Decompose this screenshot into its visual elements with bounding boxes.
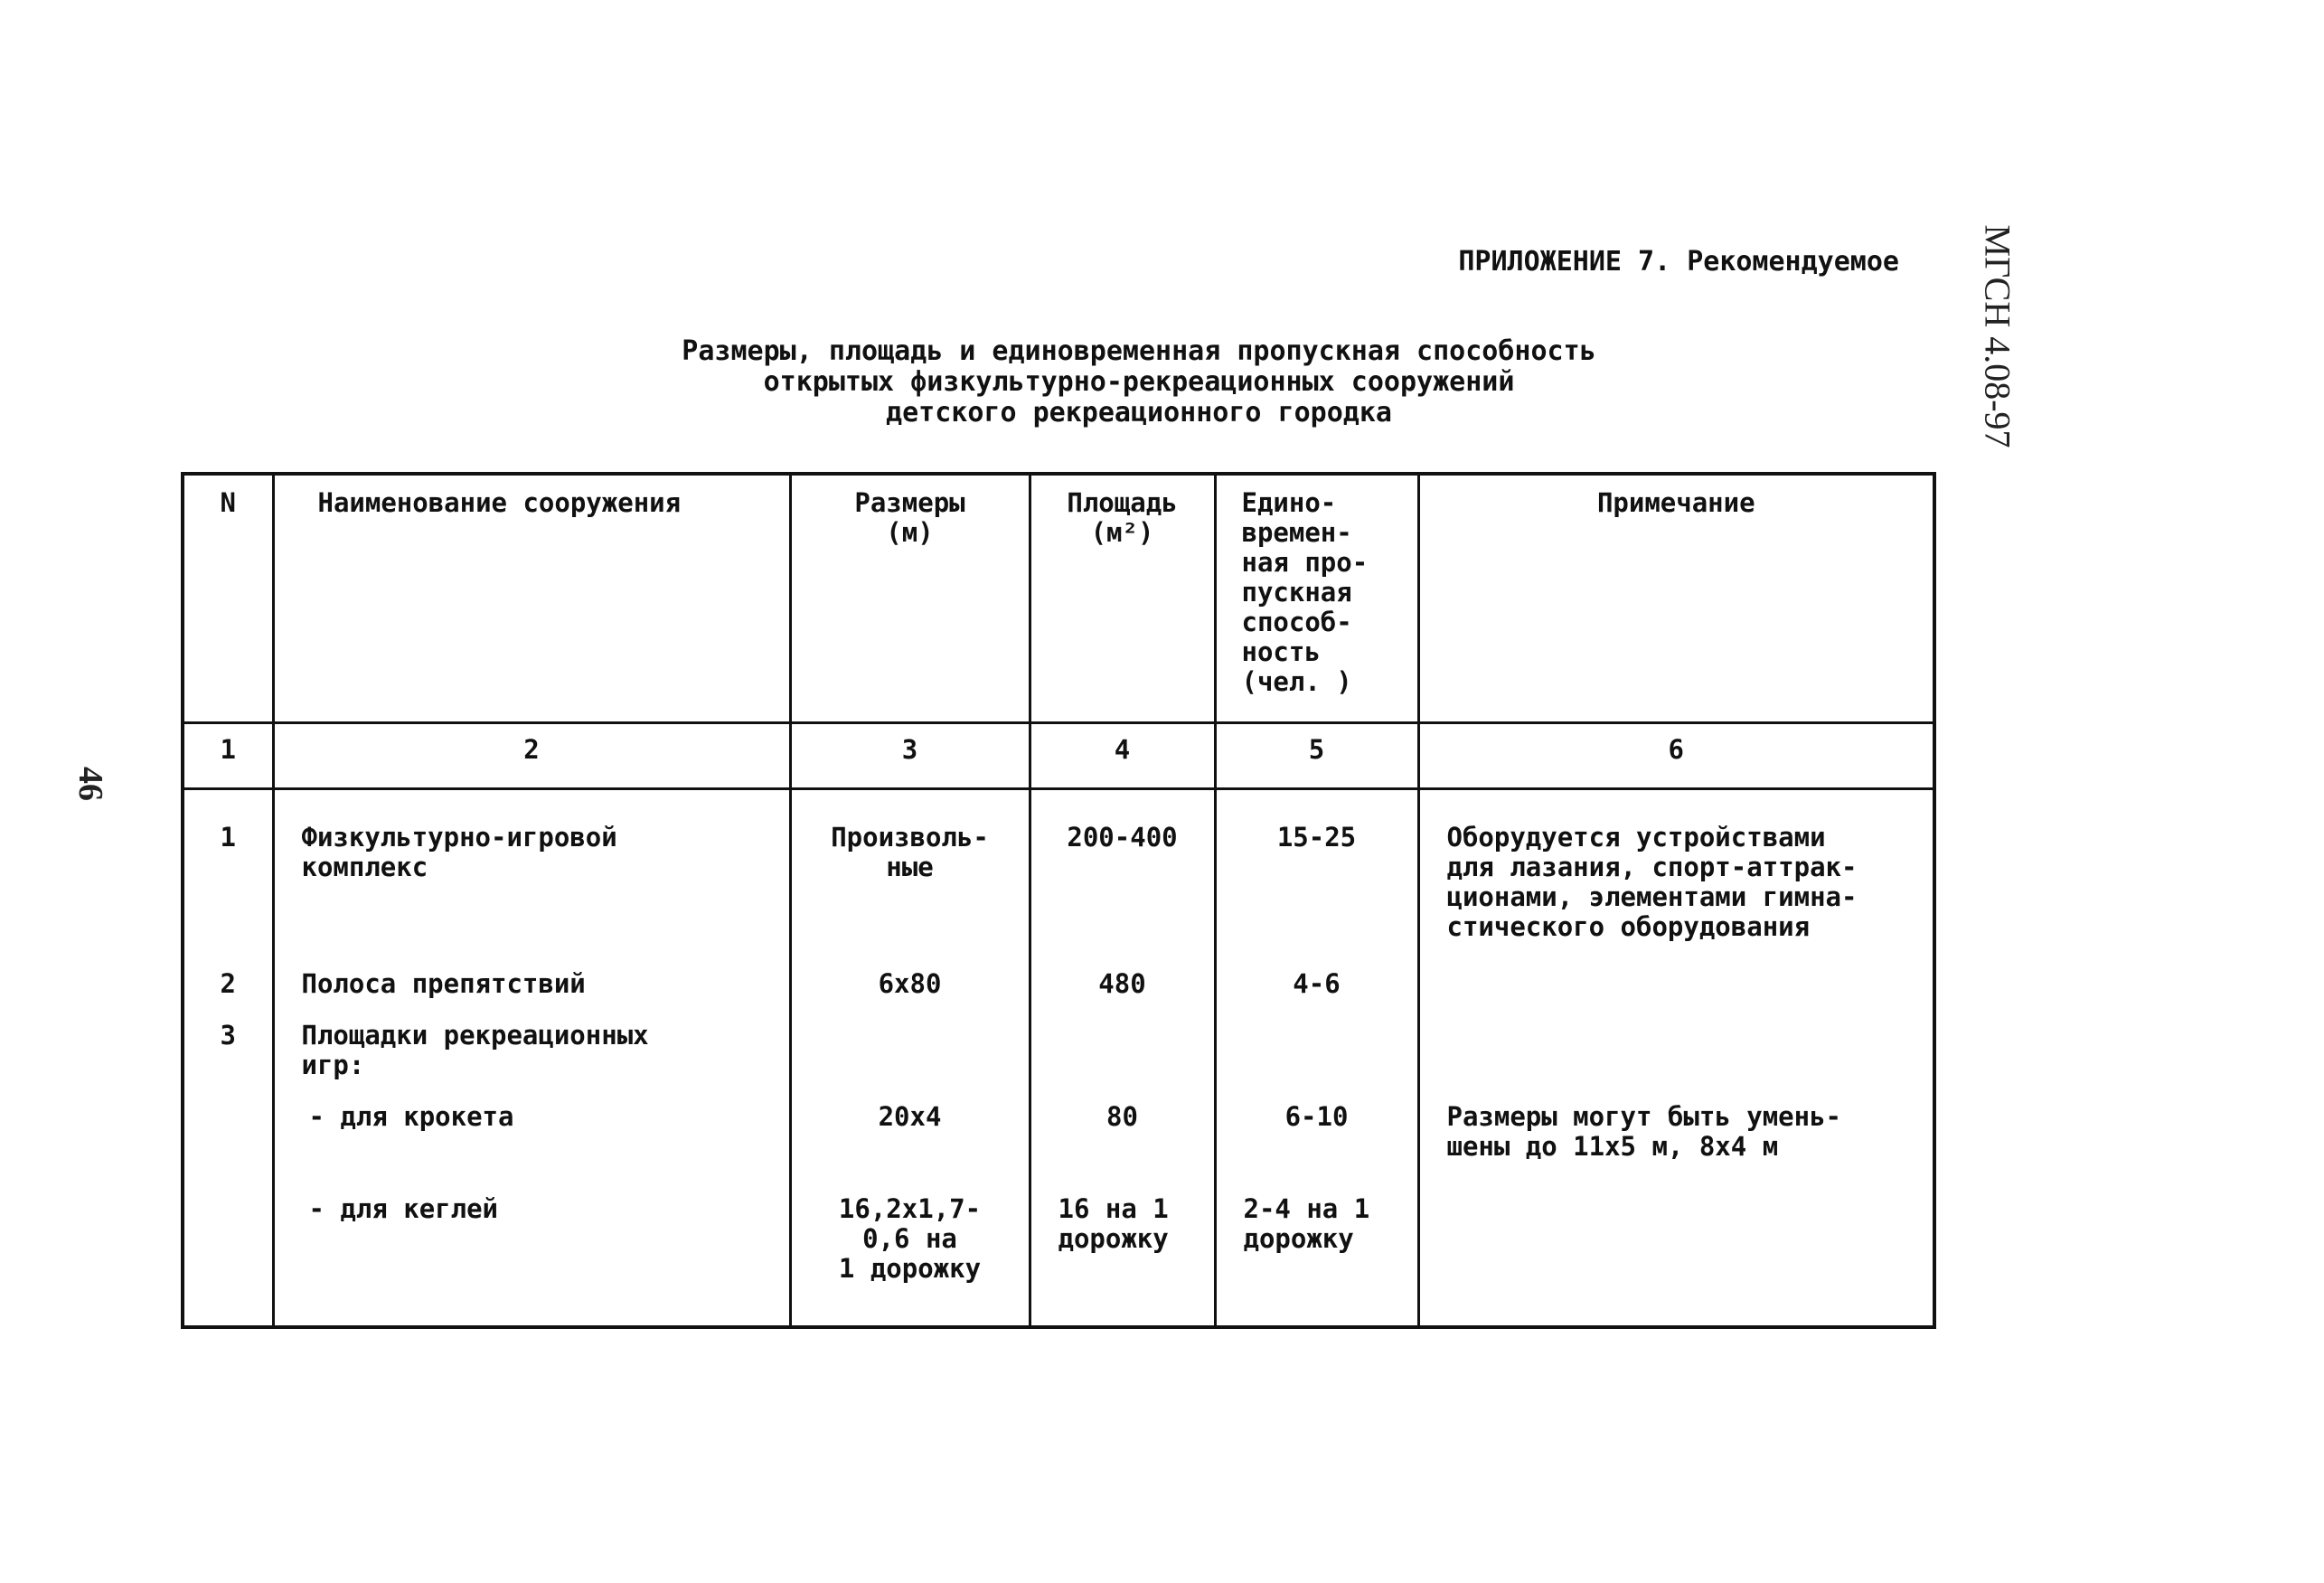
column-number: 5	[1215, 723, 1418, 789]
facility-area	[1030, 1021, 1215, 1102]
title-line: открытых физкультурно-рекреационных сооружений	[763, 366, 1515, 398]
header-capacity: Едино- времен- ная про- пускная способ- ность (чел. )	[1215, 474, 1418, 723]
appendix-heading: ПРИЛОЖЕНИЕ 7. Рекомендуемое	[1458, 246, 1899, 278]
table-row	[183, 1194, 1934, 1327]
header-number: N	[183, 474, 273, 723]
column-number: 6	[1418, 723, 1934, 789]
row-number	[183, 1194, 273, 1327]
row-number	[183, 1102, 273, 1194]
column-number: 1	[183, 723, 273, 789]
facility-area: 200-400	[1030, 823, 1215, 969]
facility-name: Физкультурно-игровой комплекс	[273, 823, 790, 969]
facility-capacity: 2-4 на 1 дорожку	[1215, 1194, 1418, 1327]
table-title	[452, 336, 1826, 429]
header-name: Наименование сооружения	[273, 474, 790, 723]
facility-capacity	[1215, 1021, 1418, 1102]
facility-note	[1418, 1194, 1934, 1327]
facility-capacity: 4-6	[1215, 969, 1418, 1021]
facility-name: Полоса препятствий	[273, 969, 790, 1021]
column-number: 2	[273, 723, 790, 789]
facility-name: Площадки рекреационных игр:	[273, 1021, 790, 1102]
column-number-row	[183, 723, 1934, 789]
document-code: МГСН 4.08-97	[1977, 224, 2018, 448]
facility-name: - для крокета	[273, 1102, 790, 1194]
row-number: 2	[183, 969, 273, 1021]
row-number: 3	[183, 1021, 273, 1102]
facility-note: Размеры могут быть умень- шены до 11х5 м, 8х4 м	[1418, 1102, 1934, 1194]
facility-name: - для кеглей	[273, 1194, 790, 1327]
facility-area: 80	[1030, 1102, 1215, 1194]
column-number: 3	[790, 723, 1030, 789]
spacer-row	[183, 789, 1934, 824]
facility-area: 16 на 1 дорожку	[1030, 1194, 1215, 1327]
facility-size: 6х80	[790, 969, 1030, 1021]
table-row	[183, 1102, 1934, 1194]
row-number: 1	[183, 823, 273, 969]
title-line: детского рекреационного городка	[886, 397, 1392, 429]
column-number: 4	[1030, 723, 1215, 789]
facility-capacity: 6-10	[1215, 1102, 1418, 1194]
facility-note: Оборудуется устройствами для лазания, спорт-аттрак- ционами, элементами гимна- стического оборудования	[1418, 823, 1934, 969]
facility-capacity: 15-25	[1215, 823, 1418, 969]
page-number: 46	[71, 767, 109, 801]
facility-size: Произволь- ные	[790, 823, 1030, 969]
facility-size	[790, 1021, 1030, 1102]
title-line: Размеры, площадь и единовременная пропускная способность	[682, 335, 1596, 367]
table-row	[183, 969, 1934, 1021]
facility-note	[1418, 1021, 1934, 1102]
facility-size: 20х4	[790, 1102, 1030, 1194]
facility-area: 480	[1030, 969, 1215, 1021]
header-row	[183, 474, 1934, 723]
table-row	[183, 1021, 1934, 1102]
facility-note	[1418, 969, 1934, 1021]
header-area: Площадь (м²)	[1030, 474, 1215, 723]
header-note: Примечание	[1418, 474, 1934, 723]
table-row	[183, 823, 1934, 969]
facility-size: 16,2х1,7- 0,6 на 1 дорожку	[790, 1194, 1030, 1327]
header-size: Размеры (м)	[790, 474, 1030, 723]
facilities-table	[181, 472, 1936, 1329]
